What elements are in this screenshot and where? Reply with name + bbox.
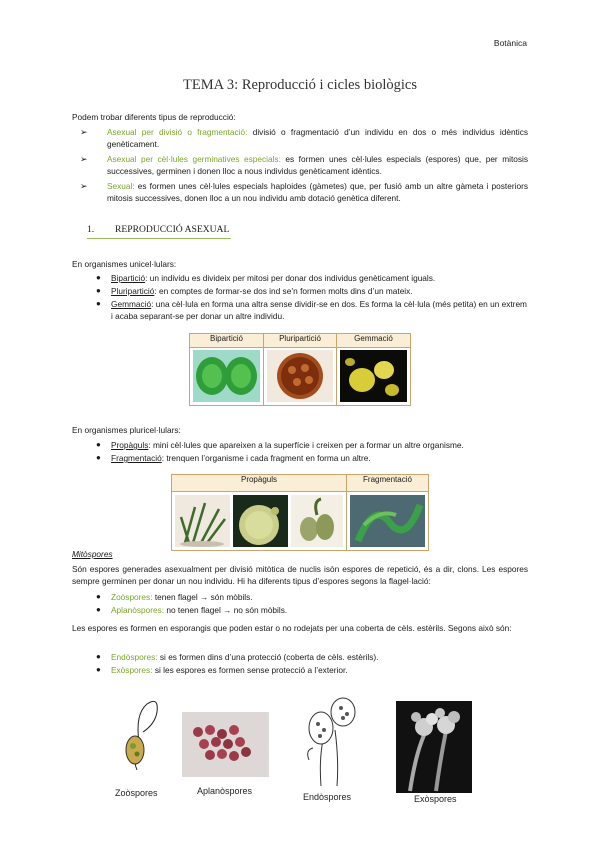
bullet-icon: ● (96, 605, 101, 614)
list-item (96, 285, 528, 297)
bullet-icon: ● (96, 299, 101, 308)
bullet-icon: ● (96, 665, 101, 674)
list-item (96, 604, 528, 616)
list-item (96, 272, 528, 284)
item-desc: : mini cèl·lules que apareixen a la superfície i creixen per a formar un altre organisme. (148, 440, 464, 450)
propagule-image-1 (175, 495, 230, 547)
item-desc: : trenquen l’organisme i cada fragment en forma un altre. (161, 453, 371, 463)
pluricellular-figure-table (171, 474, 429, 551)
section-title: REPRODUCCIÓ ASEXUAL (115, 224, 230, 235)
item-term: Propàguls (111, 440, 149, 450)
item-desc: es formen unes cèl·lules especials (espores) que, per mitosis successives, germinen i donen lloc a nous individus genèticament idèntics. (107, 154, 529, 176)
mitospores-heading: Mitòspores (72, 549, 113, 559)
exospore-micrograph (396, 701, 472, 793)
item-term: Endòspores: (111, 652, 158, 662)
unicellular-figure-table (189, 333, 411, 406)
bipartition-image (193, 350, 260, 402)
list-item (80, 180, 528, 204)
bullet-icon: ● (96, 453, 101, 462)
item-term: Sexual: (107, 181, 135, 191)
budding-image (340, 350, 407, 402)
list-item (80, 126, 528, 150)
item-term: Fragmentació (111, 453, 162, 463)
item-desc: : en comptes de formar-se dos ind se’n formen molts dins d’un mateix. (154, 286, 413, 296)
caption-exospores: Exòspores (414, 794, 457, 804)
table-header: Propàguls (172, 475, 346, 492)
header-subject: Botànica (493, 38, 527, 48)
endospore-drawing (301, 690, 363, 790)
page-title: TEMA 3: Reproducció i cicles biològics (183, 77, 417, 93)
arrow-bullet-icon: ➢ (80, 181, 88, 191)
caption-aplanospores: Aplanòspores (197, 786, 253, 796)
section-divider (87, 238, 231, 239)
intro-text: Podem trobar diferents tipus de reproducció: (72, 112, 236, 122)
item-term: Bipartició (111, 273, 146, 283)
item-desc: : una cèl·lula en forma una altra sense dividir-se en dos. Es forma la cèl·lula (més petita) en un extrem i acaba separant-se per donar un altre individu. (111, 299, 527, 321)
list-item (96, 651, 528, 663)
caption-zoospores: Zoòspores (115, 788, 158, 798)
section-number: 1. (87, 224, 95, 235)
zoospore-drawing (113, 694, 163, 774)
item-term: Asexual per cèl·lules germinatives especials: (107, 154, 281, 164)
list-item (96, 664, 528, 676)
list-item (96, 591, 528, 603)
bullet-icon: ● (96, 286, 101, 295)
mitospores-paragraph: Són espores generades asexualment per divisió mitòtica de nuclis isòn espores de repetició, és a dir, clons. Les espores sempre germinen per donar un nou individu. Hi ha diferents tipus d’espores segons la flagel·lació: (72, 564, 528, 586)
pluripartition-image (267, 350, 333, 402)
propagule-image-2 (233, 495, 288, 547)
arrow-bullet-icon: ➢ (80, 154, 88, 164)
table-header: Pluripartició (264, 334, 336, 348)
pluricellular-heading: En organismes pluricel·lulars: (72, 425, 181, 435)
item-desc: no tenen flagel → no són mòbils. (164, 605, 288, 615)
table-header: Bipartició (190, 334, 263, 348)
bullet-icon: ● (96, 652, 101, 661)
list-item (96, 452, 528, 464)
list-item (80, 153, 528, 177)
item-desc: tenen flagel → són mòbils. (152, 592, 253, 602)
item-term: Aplanòspores: (111, 605, 165, 615)
bullet-icon: ● (96, 273, 101, 282)
item-term: Exòspores: (111, 665, 153, 675)
section-heading (87, 224, 229, 235)
propagule-image-3 (291, 495, 343, 547)
bullet-icon: ● (96, 592, 101, 601)
arrow-bullet-icon: ➢ (80, 127, 88, 137)
fragmentation-image (350, 495, 425, 547)
sporangia-paragraph: Les espores es formen en esporangis que poden estar o no rodejats per una coberta de cèls. estèrils. Segons això són: (72, 623, 512, 633)
bullet-icon: ● (96, 440, 101, 449)
list-item (96, 439, 528, 451)
item-term: Pluripartició (111, 286, 155, 296)
item-term: Asexual per divisió o fragmentació: (107, 127, 248, 137)
unicellular-heading: En organismes unicel·lulars: (72, 259, 177, 269)
list-item (96, 298, 528, 322)
aplanospore-photo (182, 712, 269, 777)
item-desc: divisió o fragmentació d’un individu en dos o més individus idèntics genèticament. (107, 127, 529, 149)
item-desc: si les espores es formen sense protecció a l’exterior. (152, 665, 348, 675)
item-desc: es formen unes cèl·lules especials haploides (gàmetes) que, per fusió amb un altre gàmeta i posteriors mitosis successives, donen lloc a un nou individu amb dotació genètica diferent. (107, 181, 528, 203)
item-term: Gemmació (111, 299, 152, 309)
table-header: Fragmentació (347, 475, 428, 492)
table-header: Gemmació (337, 334, 410, 348)
item-term: Zoòspores: (111, 592, 153, 602)
caption-endospores: Endòspores (303, 792, 352, 802)
item-desc: si es formen dins d’una protecció (coberta de cèls. estèrils). (157, 652, 379, 662)
item-desc: : un individu es divideix per mitosi per donar dos individus genèticament iguals. (145, 273, 436, 283)
